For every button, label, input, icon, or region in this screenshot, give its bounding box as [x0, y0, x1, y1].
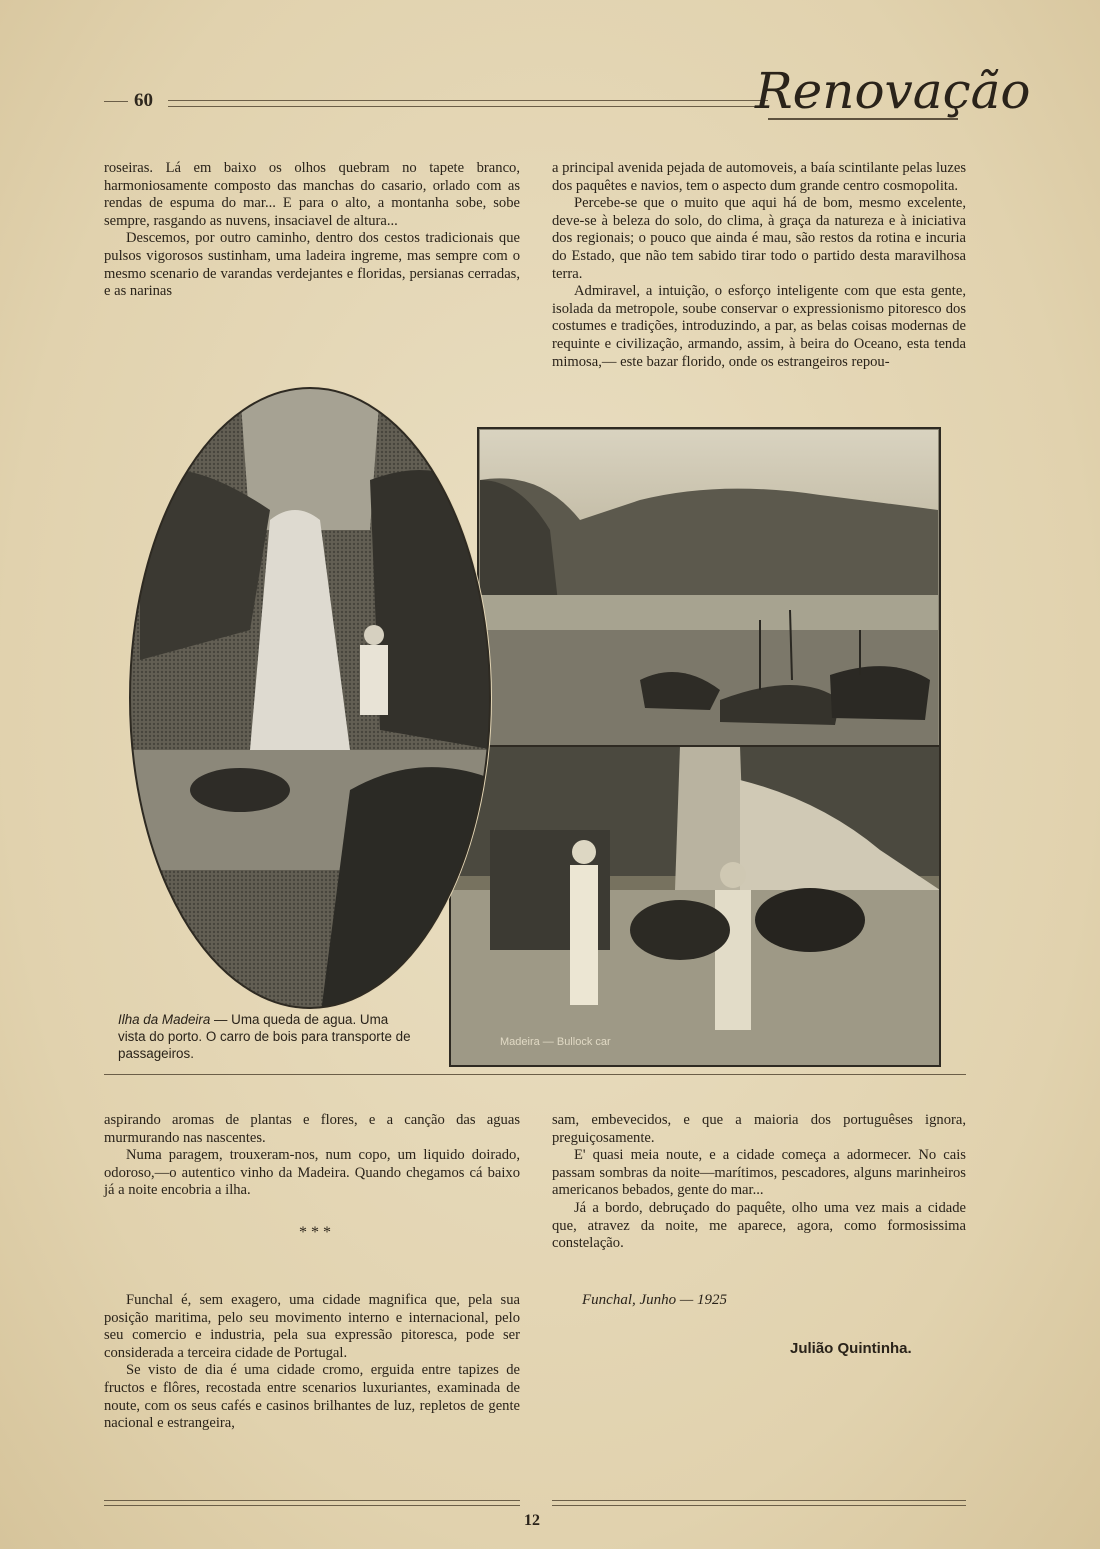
section-break: * * * — [299, 1224, 331, 1241]
author-signature: Julião Quintinha. — [790, 1340, 912, 1357]
header-rule-2 — [168, 106, 768, 107]
header-rule — [168, 100, 768, 101]
paragraph: roseiras. Lá em baixo os olhos quebram no tapete branco, harmoniosamente composto das manchas do casario, orlado com as rendas de espuma do mar... E para o alto, a montanha sobe, sobe sempre, rasgando as nuvens, insaciavel de altura... — [104, 160, 520, 229]
header-rule-left — [104, 101, 128, 102]
footer-rule-right-2 — [552, 1505, 966, 1506]
footer-rule-left — [104, 1500, 520, 1501]
figure-caption — [118, 1011, 418, 1062]
caption-place: Ilha da Madeira — [118, 1012, 211, 1027]
footer-rule-right — [552, 1500, 966, 1501]
logo-underline — [768, 118, 958, 120]
paragraph: aspirando aromas de plantas e flores, e a canção das aguas murmurando nas nascentes. — [104, 1112, 520, 1146]
caption-text: — Uma queda de agua. Uma vista do porto. O carro de bois para transporte de passageiros. — [118, 1012, 411, 1061]
figure-bottom-rule — [104, 1074, 966, 1075]
paragraph: Percebe-se que o muito que aqui há de bom, mesmo excelente, deve-se à beleza do solo, do clima, à graça da natureza e à iniciativa dos regionais; o pouco que ainda é mau, são restos da rotina e incuria do Estado, que não tem sabido tirar todo o partido desta maravilhosa terra. — [552, 195, 966, 282]
paragraph: Já a bordo, debruçado do paquête, olho uma vez mais a cidade que, atravez da noite, me aparece, agora, como formosissima constelação. — [552, 1199, 966, 1252]
paragraph: Admiravel, a intuição, o esforço inteligente com que esta gente, isolada da metropole, soube conservar o expressionismo pitoresco dos costumes e tradições, introduzindo, a par, as belas coisas modernas de requinte e civilização, armando, assim, à beira do Oceano, esta tenda mimosa,— este bazar florido, onde os estrangeiros repou- — [552, 283, 966, 370]
dateline: Funchal, Junho — 1925 — [582, 1292, 727, 1308]
bullock-car-photo — [450, 746, 940, 1066]
column-1-bottom-a — [104, 1112, 520, 1200]
magazine-title: Renovação — [755, 62, 1031, 120]
paragraph: Numa paragem, trouxeram-nos, num copo, um liquido doirado, odoroso,—o autentico vinho da Madeira. Quando chegamos cá baixo já a noite encobria a ilha. — [104, 1147, 520, 1199]
paragraph: a principal avenida pejada de automoveis, a baía scintilante pelas luzes dos paquêtes e navios, tem o aspecto dum grande centro cosmopolita. — [552, 160, 966, 194]
paragraph: sam, embevecidos, e que a maioria dos portuguêses ignora, preguiçosamente. — [552, 1112, 966, 1146]
harbour-photo — [478, 428, 940, 746]
page-number: 60 — [134, 90, 153, 111]
photo-collage — [120, 330, 960, 1075]
paragraph: Se visto de dia é uma cidade cromo, erguida entre tapizes de fructos e flôres, recostada entre scenarios luxuriantes, examinada de noute, com os seus cafés e casinos brilhantes de luz, repletos de gente nacional e estrangeira, — [104, 1362, 520, 1432]
paragraph: Descemos, por outro caminho, dentro dos cestos tradicionais que pulsos vigorosos sustinham, uma ladeira ingreme, mas sempre com o mesmo scenario de varandas verdejantes e floridas, persianas cerradas, e as narinas — [104, 230, 520, 300]
sheet-number: 12 — [524, 1512, 540, 1529]
footer-rule-left-2 — [104, 1505, 520, 1506]
column-1-top — [104, 160, 520, 301]
photo-inscription: Madeira — Bullock car — [500, 1036, 611, 1048]
column-2-bottom — [552, 1112, 966, 1253]
paragraph: Funchal é, sem exagero, uma cidade magnifica que, pela sua posição maritima, pelo seu movimento interno e internacional, pelo seu comercio e industria, pela sua expressão pitoresca, pode ser considerada a terceira cidade de Portugal. — [104, 1292, 520, 1361]
waterfall-photo — [120, 380, 500, 1020]
column-1-bottom-b — [104, 1292, 520, 1433]
paragraph: E' quasi meia noute, e a cidade começa a adormecer. No cais passam sombras da noite—marítimos, pescadores, alguns marinheiros americanos bebados, gente do mar... — [552, 1147, 966, 1199]
